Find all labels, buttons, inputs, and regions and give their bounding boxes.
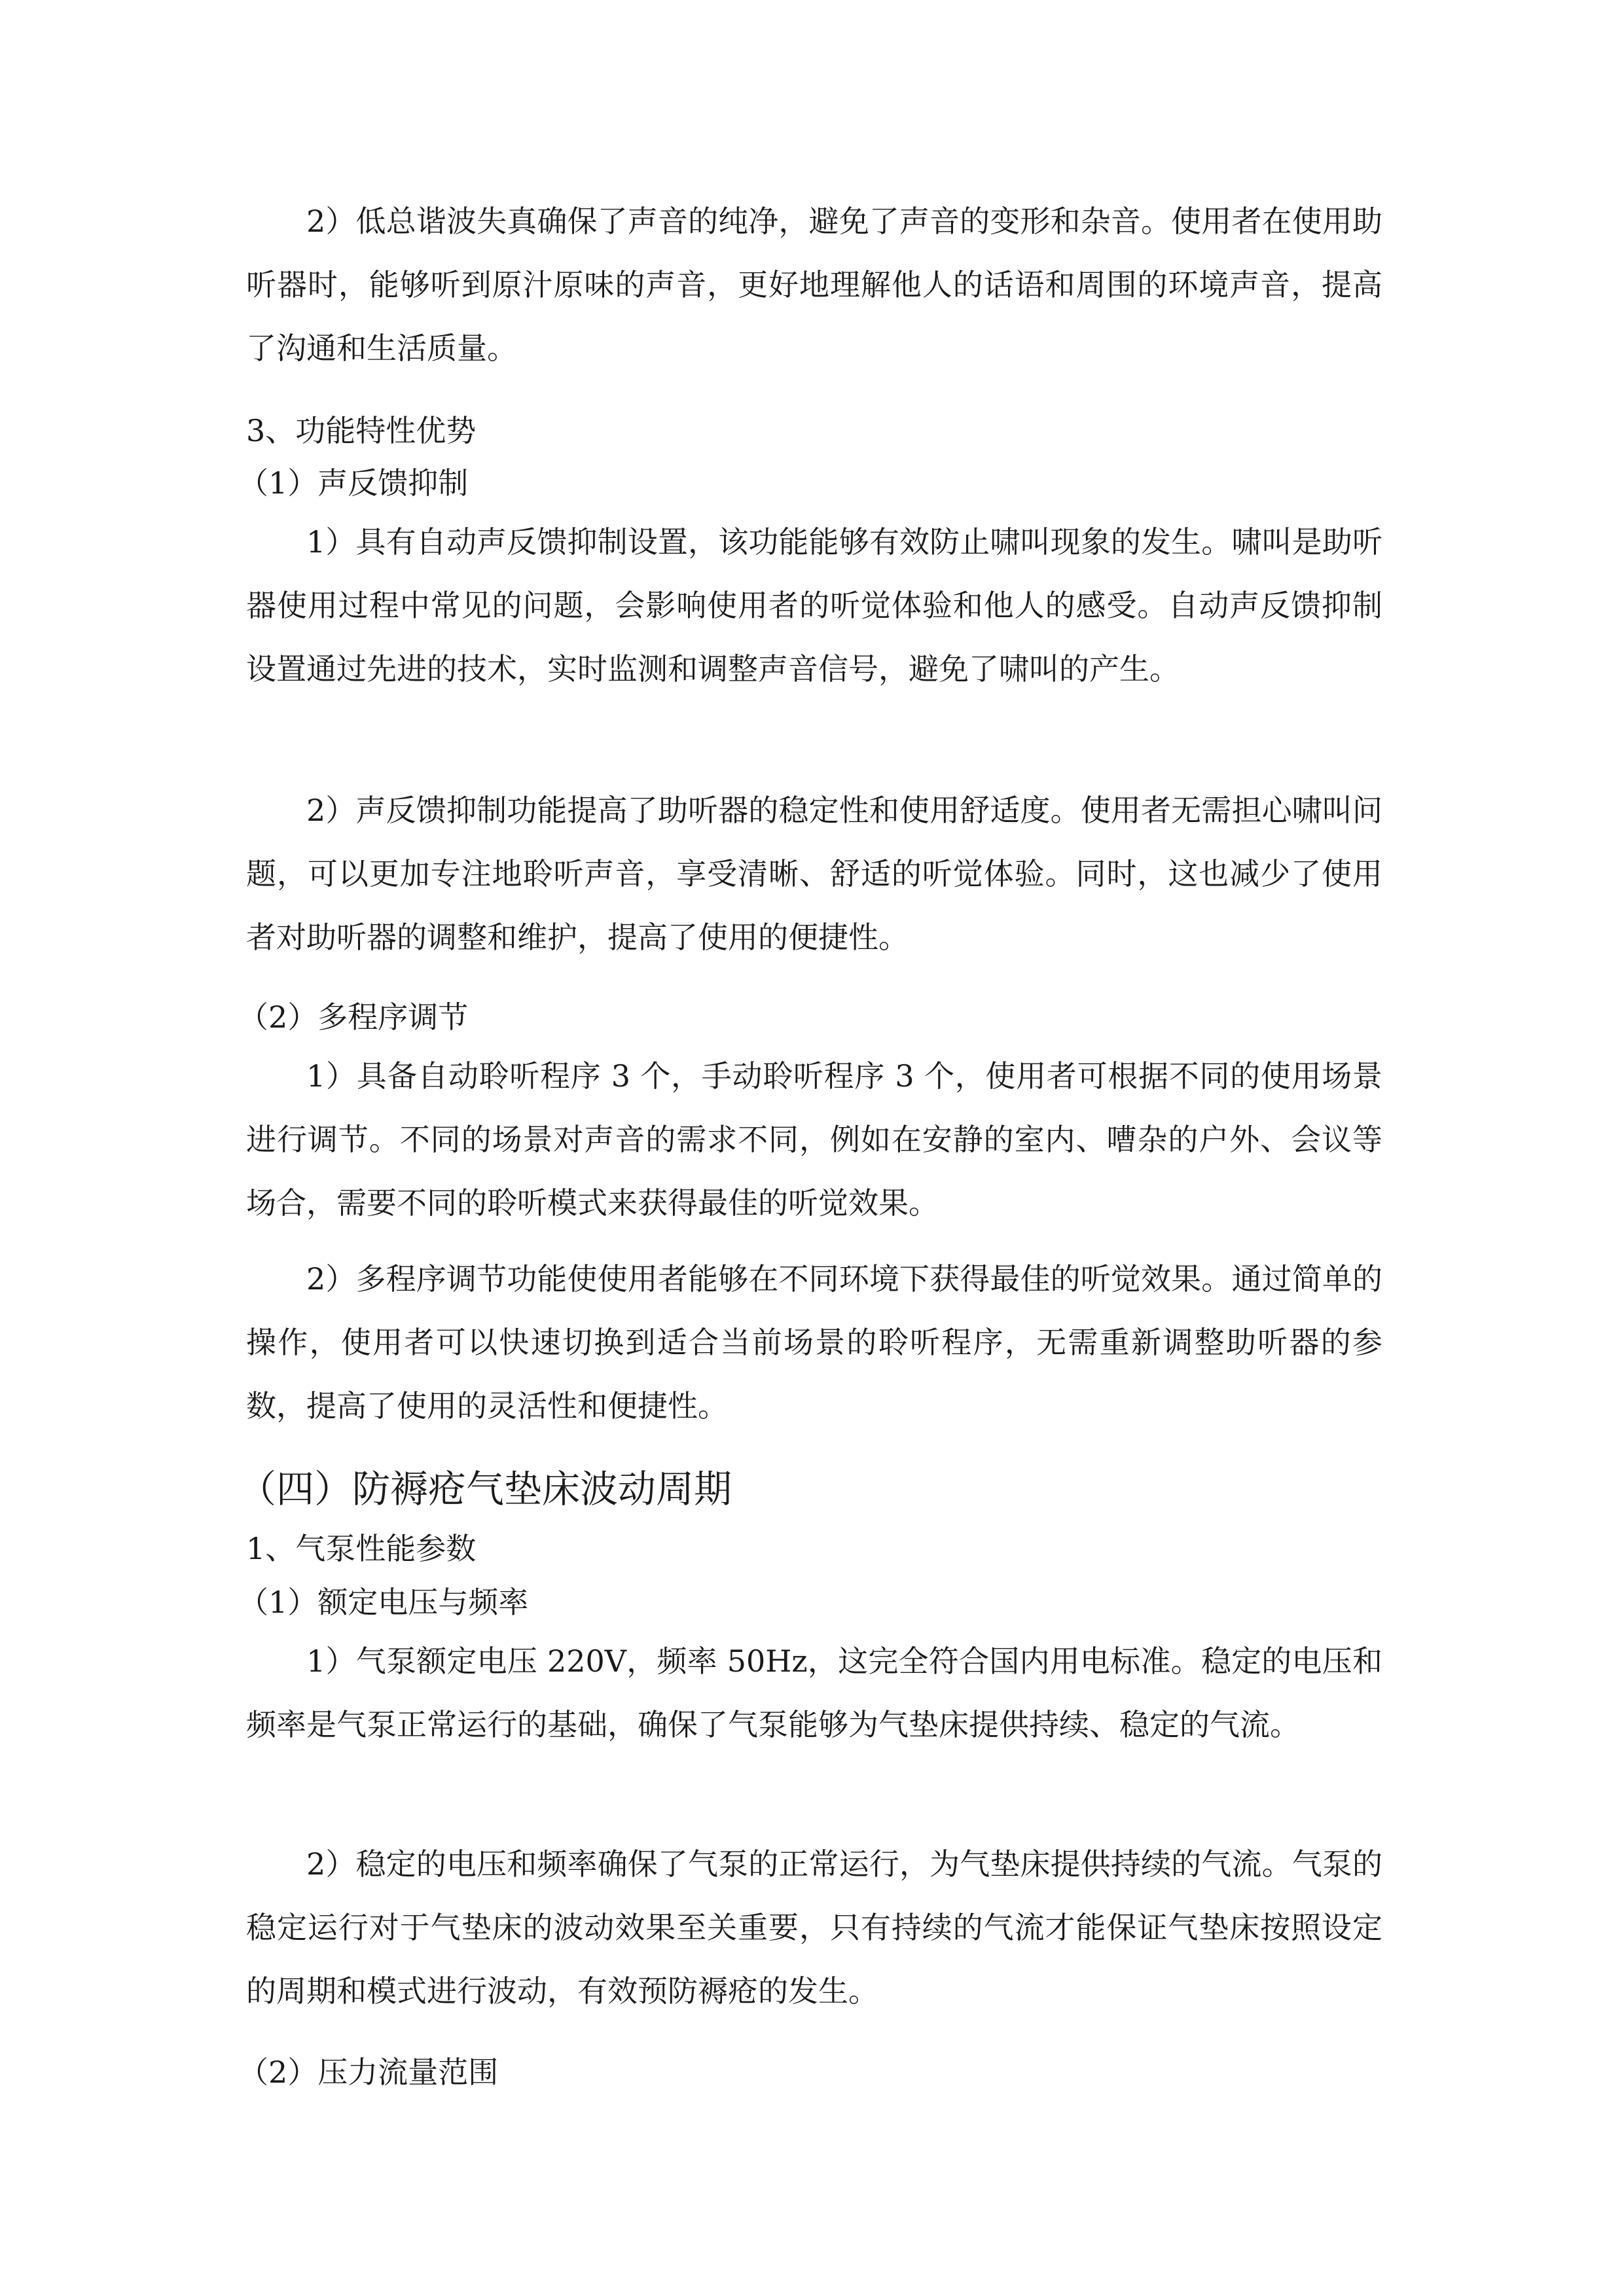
paragraph-multi-program-1: 1）具备自动聆听程序 3 个，手动聆听程序 3 个，使用者可根据不同的使用场景进行调节。不同的场景对声音的需求不同，例如在安静的室内、嘈杂的户外、会议等场合，需要不同的聆听模式来获得最佳的听觉效果。 [246,1058,1382,1221]
paragraph-low-thd: 2）低总谐波失真确保了声音的纯净，避免了声音的变形和杂音。使用者在使用助听器时，能够听到原汁原味的声音，更好地理解他人的话语和周围的环境声音，提高了沟通和生活质量。 [246,204,1382,366]
section-heading-air-mattress: （四）防褥疮气垫床波动周期 [238,1467,732,1511]
heading-function-advantages: 3、功能特性优势 [246,413,477,448]
paragraph-feedback-1: 1）具有自动声反馈抑制设置，该功能能够有效防止啸叫现象的发生。啸叫是助听器使用过程中常见的问题，会影响使用者的听觉体验和他人的感受。自动声反馈抑制设置通过先进的技术，实时监测和调整声音信号，避免了啸叫的产生。 [246,524,1382,687]
subheading-multi-program: （2）多程序调节 [238,999,469,1035]
subheading-feedback-suppression: （1）声反馈抑制 [238,465,469,501]
paragraph-multi-program-2: 2）多程序调节功能使使用者能够在不同环境下获得最佳的听觉效果。通过简单的操作，使用者可以快速切换到适合当前场景的聆听程序，无需重新调整助听器的参数，提高了使用的灵活性和便捷性。 [246,1261,1382,1424]
subheading-pressure-flow: （2）压力流量范围 [238,2054,499,2090]
paragraph-feedback-2: 2）声反馈抑制功能提高了助听器的稳定性和使用舒适度。使用者无需担心啸叫问题，可以更加专注地聆听声音，享受清晰、舒适的听觉体验。同时，这也减少了使用者对助听器的调整和维护，提高了使用的便捷性。 [246,793,1382,955]
heading-pump-parameters: 1、气泵性能参数 [246,1531,477,1566]
subheading-voltage-frequency: （1）额定电压与频率 [238,1585,529,1620]
paragraph-voltage-1: 1）气泵额定电压 220V，频率 50Hz，这完全符合国内用电标准。稳定的电压和频率是气泵正常运行的基础，确保了气泵能够为气垫床提供持续、稳定的气流。 [246,1643,1382,1742]
paragraph-voltage-2: 2）稳定的电压和频率确保了气泵的正常运行，为气垫床提供持续的气流。气泵的稳定运行对于气垫床的波动效果至关重要，只有持续的气流才能保证气垫床按照设定的周期和模式进行波动，有效预防褥疮的发生。 [246,1846,1382,2009]
